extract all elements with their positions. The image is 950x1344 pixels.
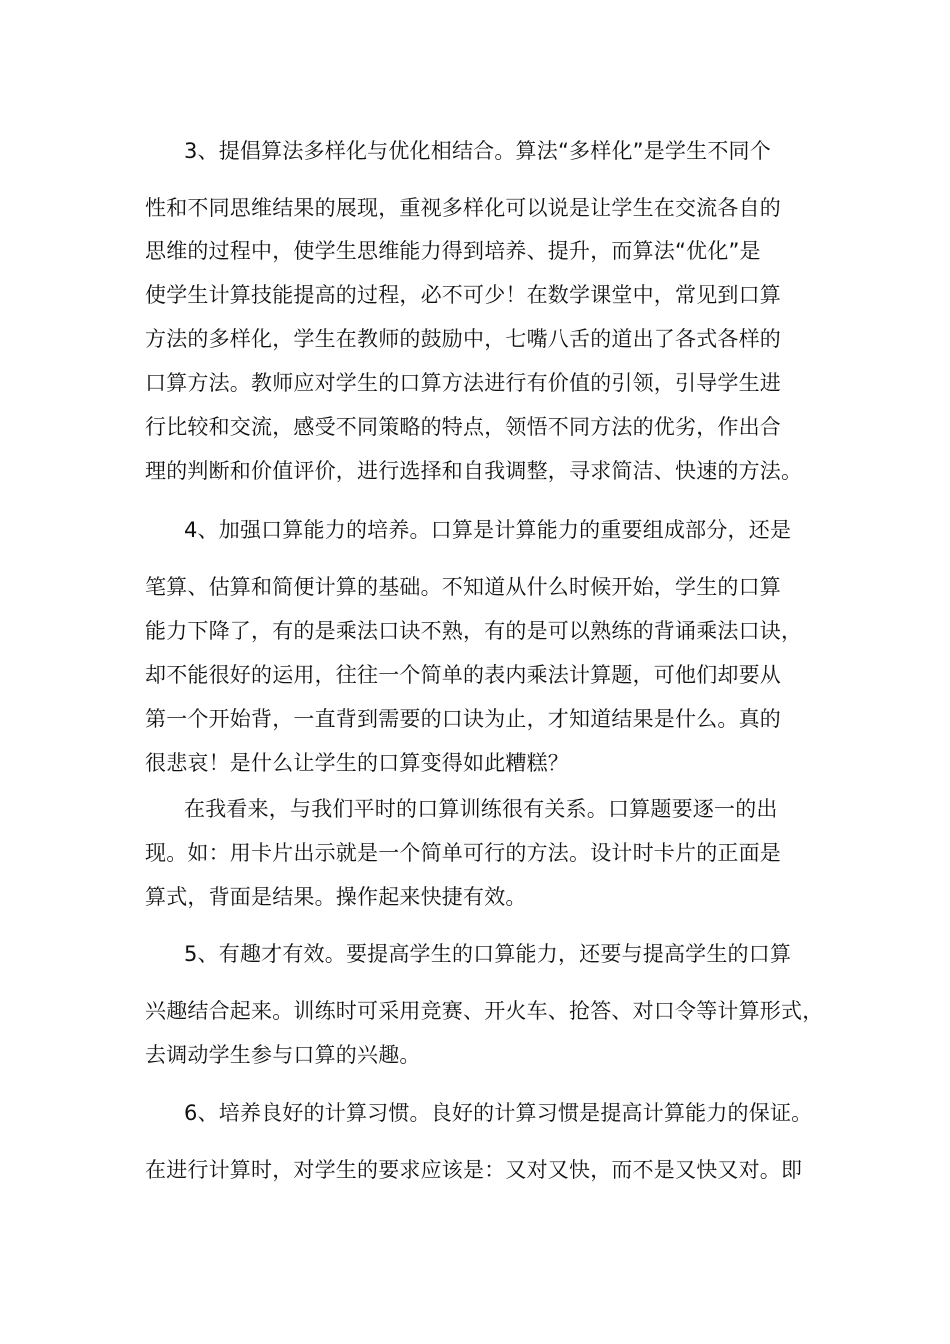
- paragraph-3-line-5: 方法的多样化，学生在教师的鼓励中，七嘴八舌的道出了各式各样的: [145, 327, 781, 351]
- paragraph-4-line-1: 4、加强口算能力的培养。口算是计算能力的重要组成部分，还是: [184, 518, 792, 542]
- paragraph-6-line-2: 在进行计算时，对学生的要求应该是：又对又快，而不是又快又对。即: [145, 1158, 803, 1182]
- paragraph-4-line-3: 能力下降了，有的是乘法口诀不熟，有的是可以熟练的背诵乘法口诀，: [145, 619, 803, 643]
- paragraph-5-line-2: 兴趣结合起来。训练时可采用竞赛、开火车、抢答、对口令等计算形式，: [145, 999, 824, 1023]
- paragraph-note-line-3: 算式，背面是结果。操作起来快捷有效。: [145, 885, 527, 909]
- paragraph-3-line-4: 使学生计算技能提高的过程，必不可少！在数学课堂中，常见到口算: [145, 283, 781, 307]
- paragraph-5-line-1: 5、有趣才有效。要提高学生的口算能力，还要与提高学生的口算: [184, 942, 792, 966]
- paragraph-3-line-1: 3、提倡算法多样化与优化相结合。算法“多样化”是学生不同个: [184, 139, 771, 163]
- paragraph-3-line-6: 口算方法。教师应对学生的口算方法进行有价值的引领，引导学生进: [145, 371, 781, 395]
- paragraph-3-line-2: 性和不同思维结果的展现，重视多样化可以说是让学生在交流各自的: [145, 196, 781, 220]
- paragraph-note-line-1: 在我看来，与我们平时的口算训练很有关系。口算题要逐一的出: [184, 797, 778, 821]
- paragraph-4-line-2: 笔算、估算和简便计算的基础。不知道从什么时候开始，学生的口算: [145, 575, 781, 599]
- paragraph-3-line-8: 理的判断和价值评价，进行选择和自我调整，寻求简洁、快速的方法。: [145, 459, 803, 483]
- paragraph-4-line-5: 第一个开始背，一直背到需要的口诀为止，才知道结果是什么。真的: [145, 707, 781, 731]
- paragraph-4-line-4: 却不能很好的运用，往往一个简单的表内乘法计算题，可他们却要从: [145, 663, 781, 687]
- paragraph-6-line-1: 6、培养良好的计算习惯。良好的计算习惯是提高计算能力的保证。: [184, 1101, 813, 1125]
- paragraph-note-line-2: 现。如：用卡片出示就是一个简单可行的方法。设计时卡片的正面是: [145, 841, 781, 865]
- paragraph-4-line-6: 很悲哀！是什么让学生的口算变得如此糟糕？: [145, 751, 569, 775]
- paragraph-3-line-3: 思维的过程中，使学生思维能力得到培养、提升，而算法“优化”是: [145, 239, 761, 263]
- paragraph-5-line-3: 去调动学生参与口算的兴趣。: [145, 1043, 421, 1067]
- paragraph-3-line-7: 行比较和交流，感受不同策略的特点，领悟不同方法的优劣，作出合: [145, 415, 781, 439]
